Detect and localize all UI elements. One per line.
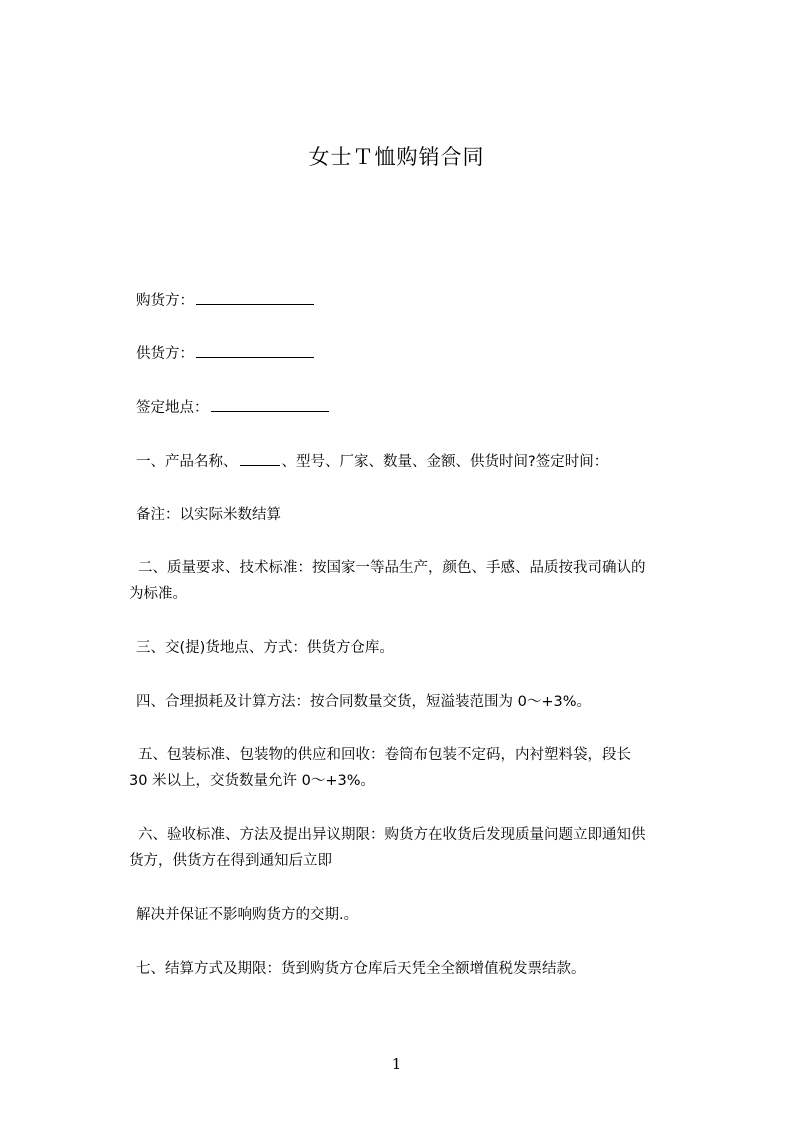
clause-5 — [129, 742, 707, 794]
clause-7: 七、结算方式及期限：货到购货方仓库后天凭全全额增值税发票结款。 — [136, 961, 586, 977]
place-field — [136, 395, 706, 421]
clause-5-line-2: 30 米以上，交货数量允许 0～+3%。 — [129, 773, 376, 789]
clause-3: 三、交(提)货地点、方式：供货方仓库。 — [136, 640, 394, 656]
clause-2-line-1: 二、质量要求、技术标准：按国家一等品生产，颜色、手感、品质按我司确认的 — [138, 560, 646, 576]
clause-6-line-2: 货方，供货方在得到通知后立即 — [129, 853, 332, 869]
clause-1-part-a: 一、产品名称、 — [136, 454, 238, 470]
buyer-label: 购货方： — [136, 293, 194, 309]
clause-2-line-2: 为标准。 — [129, 586, 187, 602]
buyer-field — [136, 288, 706, 314]
clause-4: 四、合理损耗及计算方法：按合同数量交货，短溢装范围为 0～+3%。 — [136, 694, 591, 710]
supplier-field — [136, 341, 706, 367]
clause-5-line-1: 五、包装标准、包装物的供应和回收：卷筒布包装不定码，内衬塑料袋，段长 — [138, 747, 631, 763]
supplier-label: 供货方： — [136, 346, 194, 362]
page-number: 1 — [391, 1055, 402, 1073]
clause-6-line-3: 解决并保证不影响购货方的交期.。 — [136, 907, 359, 923]
place-label: 签定地点： — [136, 400, 209, 416]
clause-1-part-b: 、型号、厂家、数量、金额、供货时间?签定时间： — [281, 454, 609, 470]
product-name-blank — [240, 451, 280, 466]
clause-2 — [129, 555, 707, 607]
place-blank — [211, 397, 329, 412]
buyer-blank — [196, 290, 314, 305]
document-title: 女士Ｔ恤购销合同 — [308, 145, 485, 169]
clause-1 — [136, 449, 706, 475]
supplier-blank — [196, 343, 314, 358]
note-line: 备注：以实际米数结算 — [136, 507, 281, 523]
clause-6-line-1: 六、验收标准、方法及提出异议期限：购货方在收货后发现质量问题立即通知供 — [138, 827, 646, 843]
clause-6 — [129, 822, 707, 874]
